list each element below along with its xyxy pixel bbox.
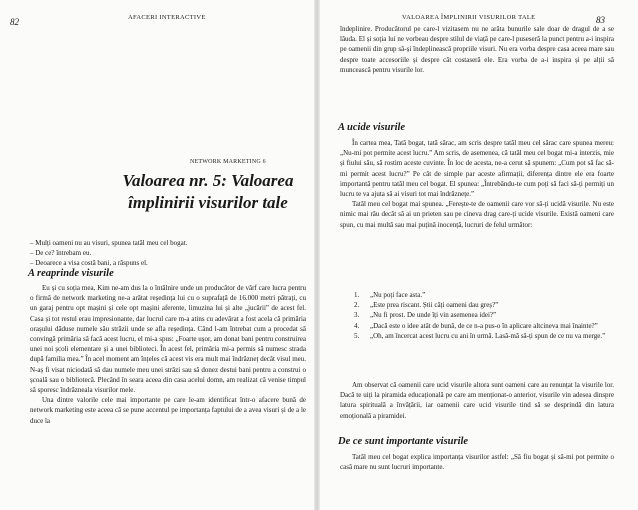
list-item [354,321,606,331]
list-item [354,331,606,341]
chapter-title [108,170,308,214]
list-item [354,310,606,320]
objections-list [354,290,606,341]
right-page [318,0,638,510]
list-number: 4. [354,321,360,330]
list-text: „Este prea riscant. Știi câți oameni dau greș?” [370,301,499,310]
page-number-right: 83 [596,15,605,25]
paragraph: Tatăl meu cel bogat mai spunea. „Ferește-te de oamenii care vor să-ți ucidă visurile. Nu este nimic mai rău decât să ai un prieten sau pe cineva drag care-ți ucide visurile. Există oameni care spun, cu mai multă sau mai puțină inocență, lucruri de felul următor: [340,200,614,229]
paragraph: Am observat că oamenii care ucid visurile altora sunt oameni care au renunțat la visurile lor. Dacă te uiți la piramida educațională pe care am menționat-o anterior, visurile vin adesea dinspre latura spirituală a învățării, iar oamenii care ucid visurile tind să se desprindă din latura emoțională a piramidei. [340,381,614,420]
list-text: „Nu fi prost. De unde îți vin asemenea idei?” [370,311,497,320]
list-item [354,300,606,310]
paragraph: În cartea mea, Tată bogat, tată sărac, am scris despre tatăl meu cel sărac care spunea mereu: „Nu-mi pot permite acest lucru.” Am scris, de asemenea, că tatăl meu cel bogat mi-a interzis, mie și fiului său, să rostim aceste cuvinte. În loc de acesta, ne-a cerut să spunem: „Cum pot să fac să-mi permit acest lucru?” Pe cât de simple par aceste afirmații, diferența dintre ele era foarte importantă pentru tatăl meu cel bogat. El spunea: „Întrebându-te cum poți să faci să-ți permiți un lucru te va ajuta să ai visuri tot mai îndrăznețe.” [340,139,614,199]
paragraph: Eu și cu soția mea, Kim ne-am dus la o întâlnire unde un producător de vârf care lucra pentru o firmă de network marketing ne-a arătat reședința lui cu o suprafață de 16.000 metri pătrați, cu un garaj pentru opt mașini și cele opt mașini aferente, limuzina lui și alte „jucării” de acest fel. Casa și tot restul erau impresionante, dar lucrul care m-a atins cu adevărat a fost acela că primăria orașului dăduse numele său străzii unde se afla reședința. Când l-am întrebat cum a procedat să convingă primăria să facă acest lucru, el mi-a spus: „Foarte ușor, am donat bani pentru construirea unei noi școli elementare și a unei biblioteci. În acest fel, primăria mi-a permis să numesc strada după familia mea.” În acel moment am înțeles că acest vis era mult mai îndrăzneț decât visul meu. N-aș fi visat niciodată să dau numele meu unei străzi sau să donez destui bani pentru a construi o școală sau o bibliotecă. Plecând în seara aceea din casa acelui domn, am realizat că venise timpul să sporesc îndrăzneala visurilor mele. [30,284,306,395]
list-text: „Dacă este o idee atât de bună, de ce n-a pus-o în aplicare altcineva mai înainte?” [370,321,598,330]
right-body-bottom [340,380,614,421]
dialogue-block [30,238,304,269]
list-text: „Oh, am încercat acest lucru cu ani în urmă. Lasă-mă să-ți spun de ce nu va merge.” [370,331,606,340]
running-head-right: VALOAREA ÎMPLINIRII VISURILOR TALE [402,14,536,21]
series-label: NETWORK MARKETING 6 [190,159,266,165]
list-number: 3. [354,311,360,320]
right-body-top [340,24,614,75]
paragraph: Tatăl meu cel bogat explica importanța visurilor astfel: „Să fiu bogat și să-mi pot permite o casă mare nu sunt lucruri importante. [340,453,614,472]
chapter-title-line1: Valoarea nr. 5: Valoarea [122,171,294,190]
section-heading-importante: De ce sunt importante visurile [338,436,469,447]
section-heading-ucide: A ucide visurile [338,122,406,133]
dialogue-line: – Mulți oameni nu au visuri, spunea tatăl meu cel bogat. [30,239,188,247]
right-body-last [340,452,614,472]
list-number: 2. [354,301,360,310]
section-heading-reaprinde: A reaprinde visurile [28,268,114,279]
left-body [30,283,306,426]
left-page [0,0,316,510]
page-number-left: 82 [10,17,19,27]
paragraph: Una dintre valorile cele mai importante pe care le-am identificat într-o afacere bună de network marketing este aceea că se pune accentul pe importanța faptului de a avea visuri și de a le duce la [30,396,306,425]
paragraph: îndeplinire. Producătorul pe care-l vizitasem nu ne arăta bunurile sale doar de dragul de a se lăuda. El și soția lui ne vorbeau despre stilul de viață pe care-l puseseră la punct pentru a-i inspira pe oamenii din grup să-și îndeplinească propriile visuri. Nu era vorba despre casa aceea mare sau despre toate accesoriile și despre cât costaseră ele. Era vorba de a-i inspira și pe alții să muncească pentru visurile lor. [340,25,614,74]
list-item [354,290,606,300]
dialogue-line: – De ce? întrebam eu. [30,249,92,258]
right-body-middle [340,138,614,230]
running-head-left: AFACERI INTERACTIVE [128,14,206,21]
chapter-title-line2: împlinirii visurilor tale [128,193,288,212]
list-text: „Nu poți face asta.” [370,291,426,299]
list-number: 5. [354,331,360,340]
dialogue-line: – Deoarece a visa costă bani, a răspuns el. [30,259,148,268]
list-number: 1. [354,291,360,299]
